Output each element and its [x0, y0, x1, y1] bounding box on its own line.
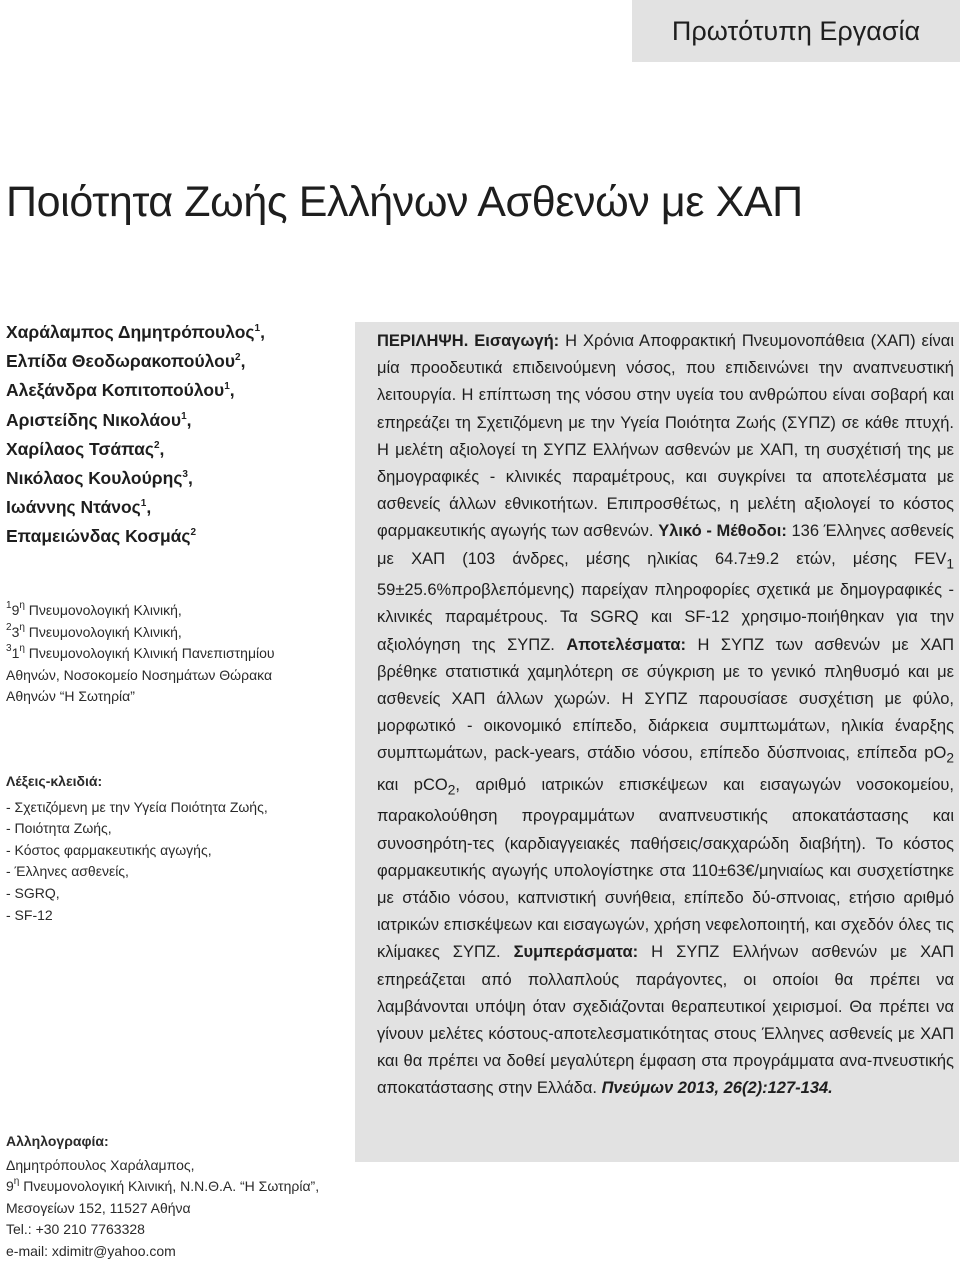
- correspondence-block: [6, 1131, 336, 1263]
- author: Χαράλαμπος Δημητρόπουλος$^1$,: [6, 322, 265, 342]
- author: Αριστείδης Νικολάου$^1$,: [6, 409, 192, 430]
- affiliation-line: $^31^\eta$ Πνευμονολογική Κλινική Πανεπιστημίου: [6, 643, 275, 662]
- author: Χαρίλαος Τσάπας$^2$,: [6, 438, 165, 459]
- intro-label: Εισαγωγή:: [474, 332, 560, 350]
- methods-text: 59±25.6%προβλεπόμενης) παρείχαν πληροφορίες σχετικά με δημογραφικές - κλινικές παραμέτρους. Τα SGRQ και SF-12 χρησιμο-ποιήθηκαν για την αξιολόγηση της ΣΥΠΖ.: [377, 581, 954, 654]
- affiliation-line: Αθηνών “Η Σωτηρία”: [6, 688, 135, 705]
- abstract-label: ΠΕΡΙΛΗΨΗ.: [377, 332, 469, 350]
- affiliations: [6, 600, 336, 708]
- author: Νικόλαος Κουλούρης$^3$,: [6, 468, 193, 489]
- keywords-heading: Λέξεις-κλειδιά:: [6, 773, 103, 789]
- journal-citation: Πνεύμων 2013, 26(2):127-134.: [601, 1079, 833, 1098]
- author: Αλεξάνδρα Κοπιτοπούλου$^1$,: [6, 380, 235, 401]
- keyword-item: - SF-12: [6, 906, 53, 923]
- correspondence-name: Δημητρόπουλος Χαράλαμπος,: [6, 1156, 195, 1173]
- author: Ιωάννης Ντάνος$^1$,: [6, 497, 152, 518]
- keyword-item: - Κόστος φαρμακευτικής αγωγής,: [6, 841, 212, 858]
- affiliation-line: $^23^\eta$ Πνευμονολογική Κλινική,: [6, 621, 182, 640]
- keyword-item: - SGRQ,: [6, 884, 60, 901]
- author: Επαμειώνδας Κοσμάς$^2$: [6, 526, 197, 547]
- results-text: και pCO: [377, 775, 448, 794]
- conclusions-text: Η ΣΥΠΖ Ελλήνων ασθενών με ΧΑΠ επηρεάζεται από πολλαπλούς παράγοντες, οι οποίοι θα πρέπει να λαμβάνονται υπόψη όταν σχεδιάζονται θεραπευτικοί χειρισμοί. Θα πρέπει να γίνουν μελέτες κόστους-αποτελεσματικότητας στους Έλληνες ασθενείς με ΧΑΠ και θα πρέπει να δοθεί μεγαλύτερη έμφαση στα προγράμματα ανα-πνευστικής αποκατάστασης στην Ελλάδα.: [377, 943, 954, 1098]
- conclusions-label: Συμπεράσματα:: [513, 943, 639, 962]
- keywords-block: [6, 771, 336, 926]
- methods-label: Υλικό - Μέθοδοι:: [658, 522, 787, 541]
- article-title: Ποιότητα Ζωής Ελλήνων Ασθενών με ΧΑΠ: [6, 178, 803, 226]
- author: Ελπίδα Θεοδωρακοπούλου$^2$,: [6, 351, 246, 372]
- section-label-text: Πρωτότυπη Εργασία: [671, 15, 921, 46]
- affiliation-line: $^19^\eta$ Πνευμονολογική Κλινική,: [6, 600, 182, 618]
- correspondence-heading: Αλληλογραφία:: [6, 1133, 109, 1149]
- keyword-item: - Σχετιζόμενη με την Υγεία Ποιότητα Ζωής,: [6, 798, 268, 815]
- correspondence-email[interactable]: e-mail: xdimitr@yahoo.com: [6, 1242, 176, 1259]
- correspondence-clinic: $9^\eta$ Πνευμονολογική Κλινική, Ν.Ν.Θ.Α. “Η Σωτηρία”,: [6, 1176, 320, 1195]
- section-label: [632, 0, 960, 62]
- author-list: [6, 318, 336, 552]
- keyword-item: - Έλληνες ασθενείς,: [6, 863, 129, 880]
- methods-text: 136 Έλληνες ασθενείς με ΧΑΠ (103 άνδρες, μέσης ηλικίας 64.7±9.2 ετών, μέσης FEV: [377, 522, 954, 568]
- results-label: Αποτελέσματα:: [566, 635, 686, 654]
- keyword-item: - Ποιότητα Ζωής,: [6, 820, 112, 837]
- results-text: , αριθμό ιατρικών επισκέψεων και εισαγωγών νοσοκομείου, παρακολούθηση προγραμμάτων αναπνευστικής αποκατάστασης και συνοσηρότη-τες (καρδιαγγειακές παθήσεις/σακχαρώδη διαβήτη). Το κόστος φαρμακευτικής αγωγής υπολογίστηκε στα 110±63€/μηνιαίως και συσχετίστηκε με στάδιο νόσου, καπνιστική συνήθεια, επίπεδο δύ-σπνοιας, ετήσιο αριθμό ιατρικών επισκέψεων και εισαγωγών, χρήση νεφελοποιητή, και σχεδόν όλες τις κλίμακες ΣΥΠΖ.: [377, 775, 955, 962]
- affiliation-line: Αθηνών, Νοσοκομείο Νοσημάτων Θώρακα: [6, 666, 273, 683]
- correspondence-address: Μεσογείων 152, 11527 Αθήνα: [6, 1199, 191, 1216]
- abstract-box: [355, 322, 959, 1162]
- correspondence-phone: Tel.: +30 210 7763328: [6, 1221, 145, 1238]
- results-text: Η ΣΥΠΖ των ασθενών με ΧΑΠ βρέθηκε στατιστικά χαμηλότερη σε σύγκριση με το γενικό πληθυσμό και με ασθενείς ΧΑΠ άλλων χωρών. Η ΣΥΠΖ παρουσίασε συσχέτιση με φύλο, μορφωτικό - οικονομικό επίπεδο, διάρκεια συμπτωμάτων, ηλικία έναρξης συμπτωμάτων, pack-years, στάδιο νόσου, επίπεδο δύσπνοιας, επίπεδα pO: [377, 635, 954, 763]
- abstract-text: ΠΕΡΙΛΗΨΗ. Εισαγωγή: Η Χρόνια Αποφρακτική Πνευμονοπάθεια (ΧΑΠ) είναι μία προοδευτικά επιδεινούμενη νόσος, που επιδεινώνει την αναπνευστική λειτουργία. Η επίπτωση της νόσου στην υγεία του ανθρώπου είναι σοβαρή και επηρεάζει τη Σχετιζόμενη με την Υγεία Ποιότητα Ζωής (ΣΥΠΖ) σε κάθε πτυχή. Η μελέτη αξιολογεί τη ΣΥΠΖ Ελλήνων ασθενών με ΧΑΠ, τη συσχέτισή της με δημογραφικές - κλινικές παραμέτρους, και συγκρίνει τα αποτελέσματα με ασθενείς άλλων εθνικοτήτων. Επιπροσθέτως, η μελέτη αξιολογεί το κόστος φαρμακευτικής αγωγής των ασθενών. Υλικό - Μέθοδοι: 136 Έλληνες ασθενείς με ΧΑΠ (103 άνδρες, μέσης ηλικίας 64.7±9.2 ετών, μέσης $FEV_1$ 59±25.6%προβλεπόμενης) παρείχαν πληροφορίες σχετικά με δημογραφικές - κλινικές παραμέτρους. Τα SGRQ και SF-12 χρησιμο-ποιήθηκαν για την αξιολόγηση της ΣΥΠΖ. Αποτελέσματα: Η ΣΥΠΖ των ασθενών με ΧΑΠ βρέθηκε στατιστικά χαμηλότερη σε σύγκριση με το γενικό πληθυσμό και με ασθενείς ΧΑΠ άλλων χωρών. Η ΣΥΠΖ παρουσίασε συσχέτιση με φύλο, μορφωτικό - οικονομικό επίπεδο, διάρκεια συμπτωμάτων, ηλικία έναρξης συμπτωμάτων, pack-years, στάδιο νόσου, επίπεδο δύσπνοιας, επίπεδα $pO_2$ και pCO$_2$, αριθμό ιατρικών επισκέψεων και εισαγωγών νοσοκομείου, παρακολούθηση προγραμμάτων αναπνευστικής αποκατάστασης και συνοσηρότη-τες (καρδιαγγειακές παθήσεις/σακχαρώδη διαβήτη). Το κόστος φαρμακευτικής αγωγής υπολογίστηκε στα 110±63€/μηνιαίως και συσχετίστηκε με στάδιο νόσου, καπνιστική συνήθεια, επίπεδο δύ-σπνοιας, ετήσιο αριθμό ιατρικών επισκέψεων και εισαγωγών, χρήση νεφελοποιητή, και σχεδόν όλες τις κλίμακες ΣΥΠΖ. Συμπεράσματα: Η ΣΥΠΖ Ελλήνων ασθενών με ΧΑΠ επηρεάζεται από πολλαπλούς παράγοντες, οι οποίοι θα πρέπει να λαμβάνονται υπόψη όταν σχεδιάζονται θεραπευτικοί χειρισμοί. Θα πρέπει να γίνουν μελέτες κόστους-αποτελεσματικότητας στους Έλληνες ασθενείς με ΧΑΠ και θα πρέπει να δοθεί μεγαλύτερη έμφαση στα προγράμματα ανα-πνευστικής αποκατάστασης στην Ελλάδα. Πνεύμων 2013, 26(2):127-134.: [377, 332, 955, 1098]
- intro-text: Η Χρόνια Αποφρακτική Πνευμονοπάθεια (ΧΑΠ) είναι μία προοδευτικά επιδεινούμενη νόσος, που επιδεινώνει την αναπνευστική λειτουργία. Η επίπτωση της νόσου στην υγεία του ανθρώπου είναι σοβαρή και επηρεάζει τη Σχετιζόμενη με την Υγεία Ποιότητα Ζωής (ΣΥΠΖ) σε κάθε πτυχή. Η μελέτη αξιολογεί τη ΣΥΠΖ Ελλήνων ασθενών με ΧΑΠ, τη συσχέτισή της με δημογραφικές - κλινικές παραμέτρους, και συγκρίνει τα αποτελέσματα με ασθενείς άλλων εθνικοτήτων. Επιπροσθέτως, η μελέτη αξιολογεί το κόστος φαρμακευτικής αγωγής των ασθενών.: [377, 332, 954, 541]
